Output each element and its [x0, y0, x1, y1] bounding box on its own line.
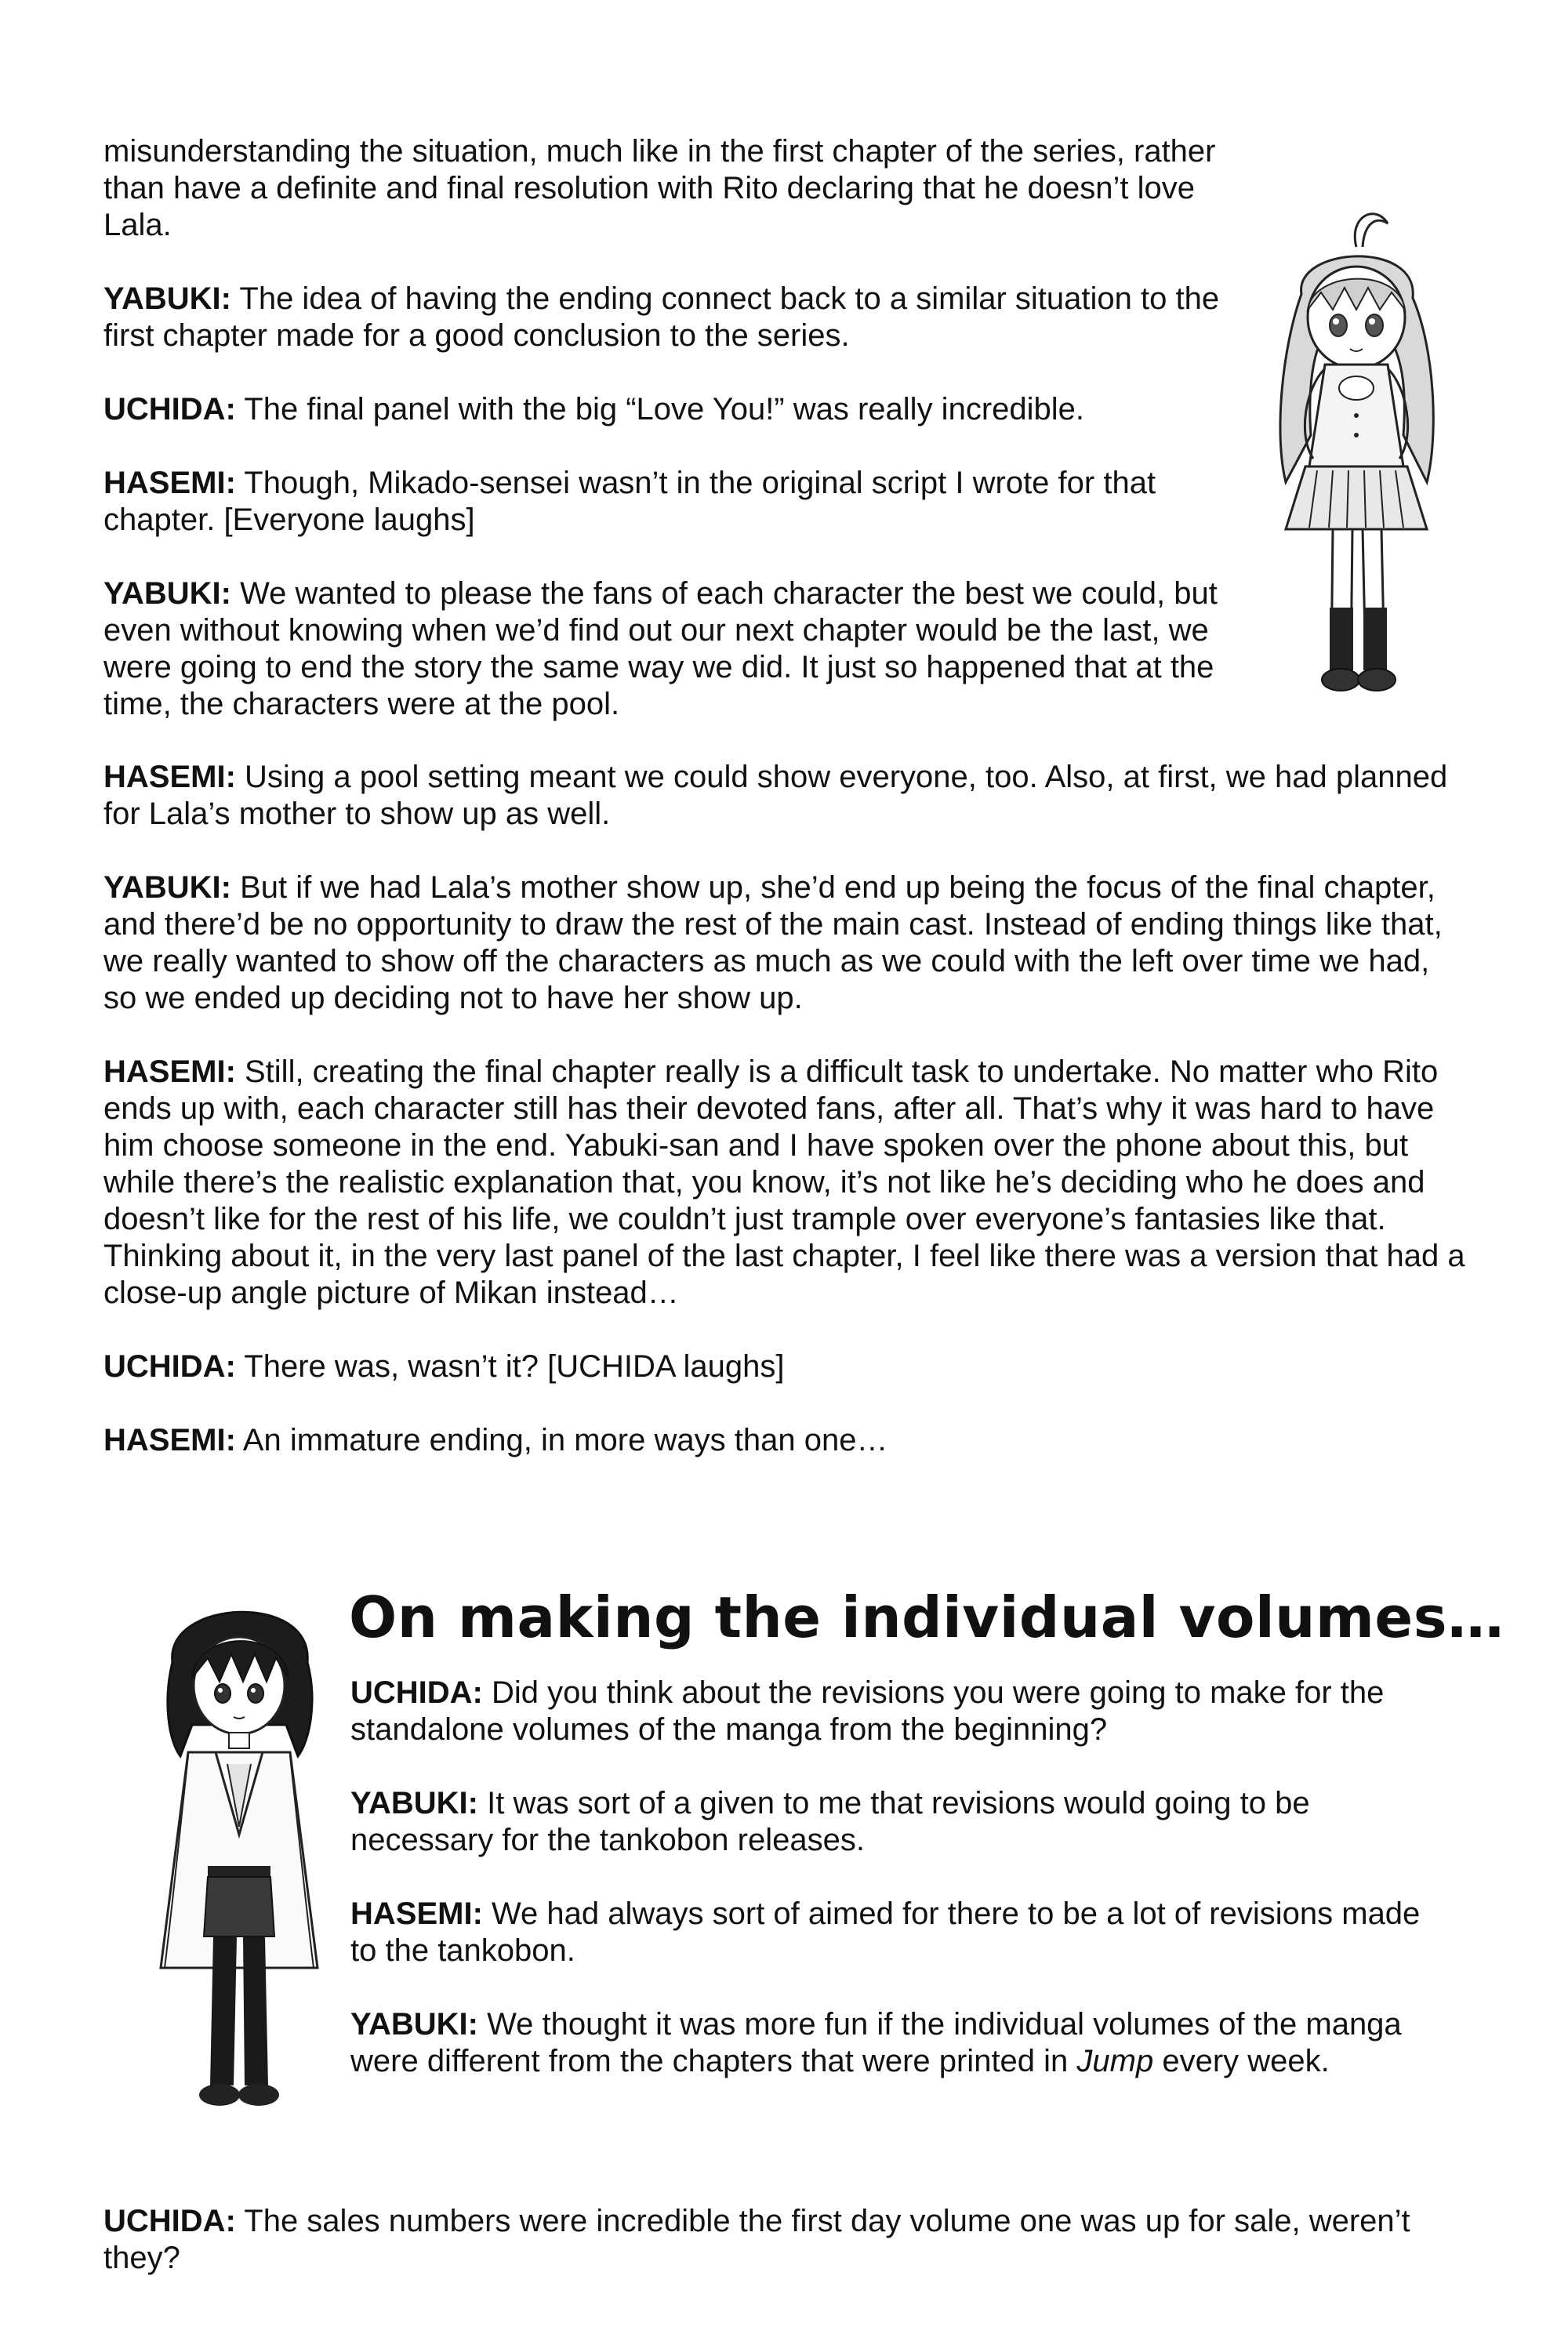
paragraph-yabuki	[103, 281, 1264, 354]
paragraph-text: Still, creating the final chapter really is a difficult task to undertake. No matter who Rito ends up with, each character still has their devoted fans, after all. That’s why it was hard to have him choose someone in the end. Yabuki-san and I have spoken over the phone about this, but while there’s the realistic explanation that, you know, it’s not like he’s deciding who he does and doesn’t like for the rest of his life, we couldn’t just trample over everyone’s fantasies like that. Thinking about it, in the very last panel of the last chapter, I feel like there was a version that had a close-up angle picture of Mikan instead…	[103, 1054, 1465, 1310]
text-block-section	[350, 1675, 1448, 2080]
paragraph-yabuki	[350, 1785, 1448, 1859]
paragraph-yabuki	[350, 2006, 1448, 2080]
speaker-label: UCHIDA:	[103, 1349, 236, 1384]
paragraph-text: The idea of having the ending connect back to a similar situation to the first chapter made for a good conclusion to the series.	[103, 281, 1220, 353]
text-block-middle	[103, 759, 1468, 1459]
speaker-label: UCHIDA:	[103, 2204, 236, 2238]
paragraph-hasemi	[350, 1896, 1448, 1969]
text-block-bottom	[103, 2203, 1468, 2277]
text-block-top	[103, 133, 1264, 723]
short-hair-girl-drawing	[141, 1576, 337, 2125]
italic-title: Jump	[1076, 2044, 1154, 2078]
paragraph-text: every week.	[1153, 2044, 1330, 2078]
speaker-label: HASEMI:	[350, 1896, 483, 1931]
paragraph-yabuki	[103, 869, 1468, 1017]
speaker-label: UCHIDA:	[103, 392, 236, 426]
illustration-long-hair-girl	[1239, 200, 1474, 717]
paragraph-uchida	[103, 1348, 1468, 1385]
illustration-short-hair-girl	[141, 1576, 337, 2125]
paragraph-uchida	[103, 2203, 1468, 2277]
paragraph-intro	[103, 133, 1264, 244]
section-heading: On making the individual volumes…	[349, 1584, 1504, 1650]
paragraph-text: The final panel with the big “Love You!” was really incredible.	[235, 392, 1085, 426]
paragraph-uchida	[350, 1675, 1448, 1748]
speaker-label: HASEMI:	[103, 1054, 236, 1089]
paragraph-text: We wanted to please the fans of each character the best we could, but even without knowing when we’d find out our next chapter would be the last, we were going to end the story the same way we did. It just so happened that at the time, the characters were at the pool.	[103, 576, 1218, 721]
paragraph-hasemi	[103, 759, 1468, 833]
paragraph-text: Did you think about the revisions you were going to make for the standalone volumes of the manga from the beginning?	[350, 1675, 1385, 1747]
speaker-label: YABUKI:	[103, 281, 231, 316]
speaker-label: HASEMI:	[103, 760, 236, 794]
speaker-label: YABUKI:	[103, 870, 231, 905]
speaker-label: YABUKI:	[350, 2007, 478, 2042]
paragraph-hasemi	[103, 465, 1264, 539]
paragraph-text: misunderstanding the situation, much like in the first chapter of the series, rather than have a definite and final resolution with Rito declaring that he doesn’t love Lala.	[103, 134, 1216, 242]
long-hair-girl-drawing	[1239, 200, 1474, 717]
speaker-label: UCHIDA:	[350, 1675, 483, 1710]
paragraph-yabuki	[103, 575, 1264, 723]
paragraph-text: Though, Mikado-sensei wasn’t in the original script I wrote for that chapter. [Everyone laughs]	[103, 466, 1156, 537]
paragraph-hasemi	[103, 1422, 1468, 1459]
paragraph-text: It was sort of a given to me that revisions would going to be necessary for the tankobon releases.	[350, 1786, 1310, 1857]
paragraph-text: The sales numbers were incredible the first day volume one was up for sale, weren’t they?	[103, 2204, 1410, 2275]
speaker-label: HASEMI:	[103, 1423, 236, 1457]
paragraph-text: An immature ending, in more ways than one…	[235, 1423, 888, 1457]
paragraph-text: We thought it was more fun if the individual volumes of the manga were different from the chapters that were printed in	[350, 2007, 1402, 2078]
speaker-label: YABUKI:	[350, 1786, 478, 1820]
paragraph-text: Using a pool setting meant we could show everyone, too. Also, at first, we had planned for Lala’s mother to show up as well.	[103, 760, 1448, 831]
paragraph-text: But if we had Lala’s mother show up, she’d end up being the focus of the final chapter, and there’d be no opportunity to draw the rest of the main cast. Instead of ending things like that, we really wanted to show off the characters as much as we could with the left over time we had, so we ended up deciding not to have her show up.	[103, 870, 1443, 1015]
paragraph-hasemi	[103, 1054, 1468, 1312]
paragraph-text: There was, wasn’t it? [UCHIDA laughs]	[235, 1349, 785, 1384]
paragraph-text: We had always sort of aimed for there to be a lot of revisions made to the tankobon.	[350, 1896, 1421, 1968]
speaker-label: HASEMI:	[103, 466, 236, 500]
speaker-label: YABUKI:	[103, 576, 231, 611]
paragraph-uchida	[103, 391, 1264, 428]
